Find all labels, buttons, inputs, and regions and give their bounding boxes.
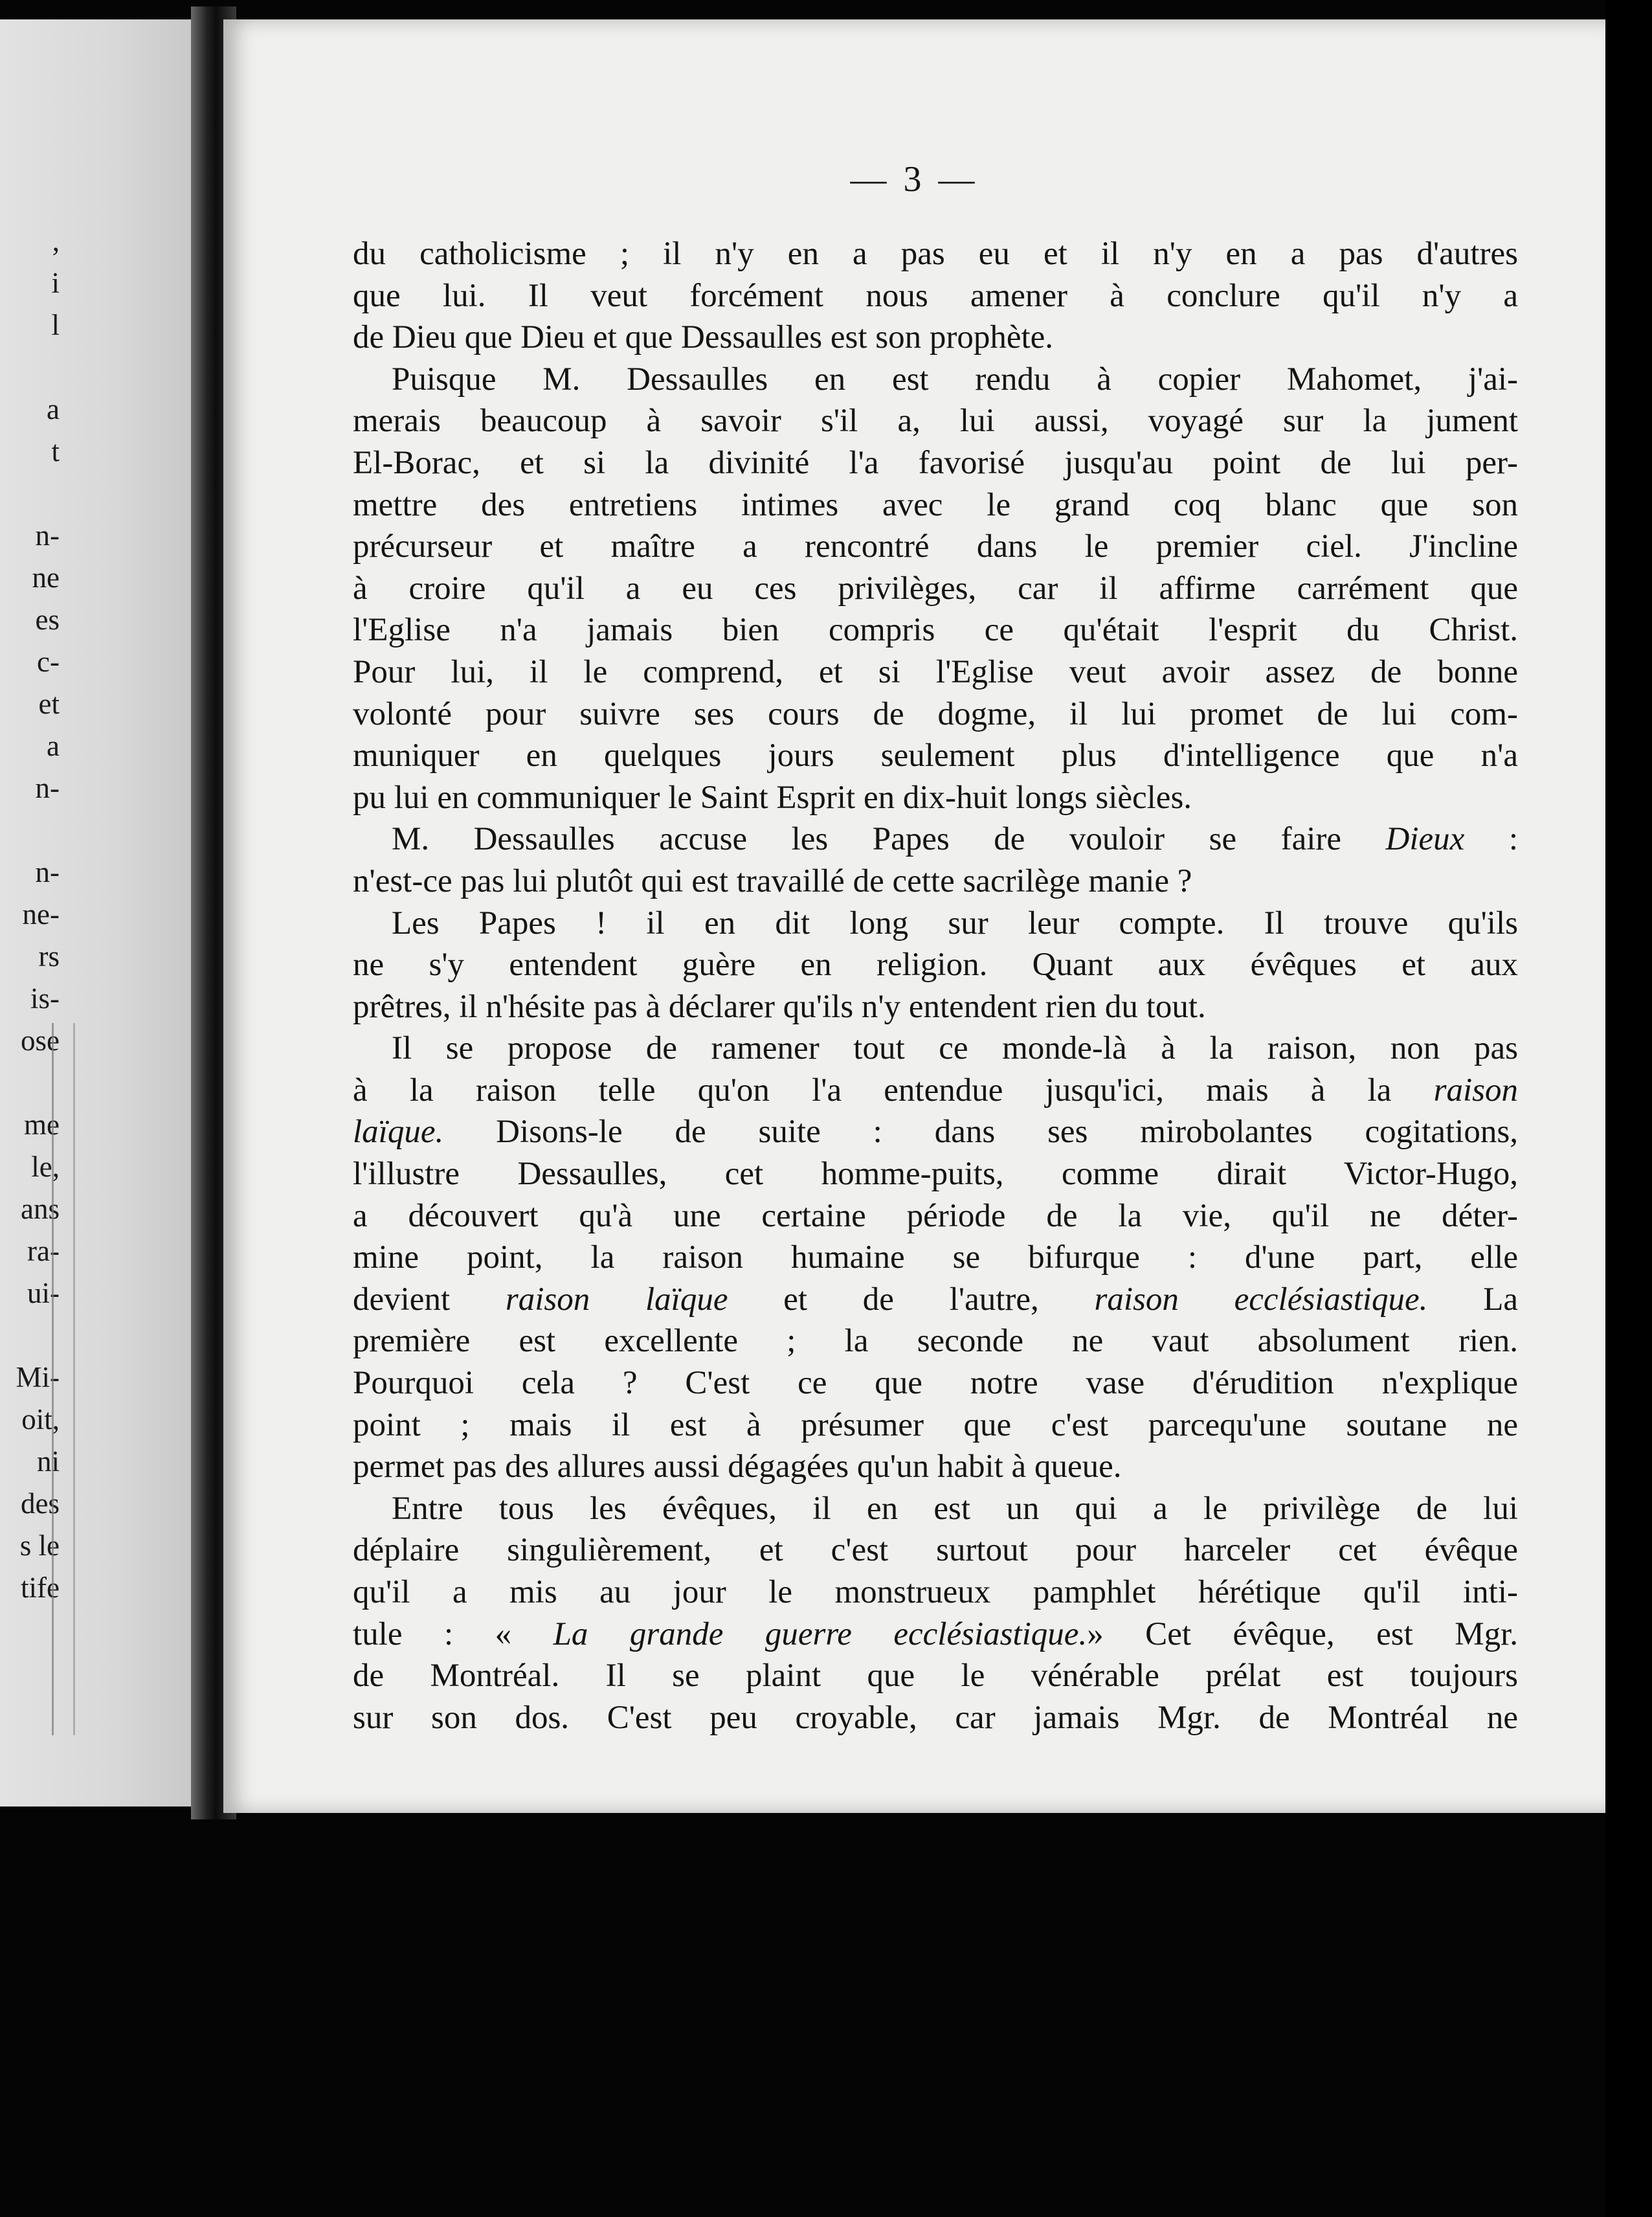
previous-page-fragment-line: , <box>52 225 60 257</box>
text-line: précurseur et maître a rencontré dans le premier ciel. J'incline <box>353 528 1518 565</box>
text-line: El-Borac, et si la divinité l'a favorisé jusqu'au point de lui per- <box>353 444 1518 481</box>
previous-page-fragment-line: l <box>51 309 60 341</box>
previous-page-fragment-line <box>0 1062 60 1104</box>
text-line: Pourquoi cela ? C'est ce que notre vase d'érudition n'explique <box>353 1365 1518 1402</box>
previous-page-fragment-line: n- <box>35 856 60 888</box>
text-line: de Montréal. Il se plaint que le vénérable prélat est toujours <box>353 1658 1518 1694</box>
previous-page-fragment-line: ne <box>32 561 60 594</box>
text-line: à croire qu'il a eu ces privilèges, car il affirme carrément que <box>353 570 1518 607</box>
text-line: Entre tous les évêques, il en est un qui a le privilège de lui <box>392 1490 1518 1527</box>
text-line <box>353 1070 1518 1112</box>
previous-page-fragment-line: ui- <box>27 1277 60 1309</box>
text-line <box>353 1279 1518 1321</box>
text-line: première est excellente ; la seconde ne vaut absolument rien. <box>353 1323 1518 1360</box>
text-line <box>353 818 1518 861</box>
text-line: permet pas des allures aussi dégagées qu'un habit à queue. <box>353 1448 1122 1485</box>
previous-page-fragment-line: s le <box>19 1529 60 1562</box>
previous-page-fragment-line: Mi- <box>16 1361 60 1393</box>
previous-page-fragment <box>0 19 194 1806</box>
previous-page-fragment-line: a <box>47 393 60 425</box>
gutter-stitch-marks <box>52 1023 75 1735</box>
previous-page-fragment-line: le, <box>31 1151 60 1183</box>
previous-page-fragment-line: oit, <box>21 1403 60 1435</box>
page-body-text <box>353 233 1518 1739</box>
text-line: que lui. Il veut forcément nous amener à conclure qu'il n'y a <box>353 277 1518 314</box>
previous-page-fragment-line: des <box>21 1487 60 1520</box>
previous-page-fragment-line: rs <box>38 940 60 973</box>
italic-segment: raison <box>1433 1072 1518 1108</box>
previous-page-fragment-line: ni <box>36 1445 60 1478</box>
text-line: sur son dos. C'est peu croyable, car jamais Mgr. de Montréal ne <box>353 1699 1518 1736</box>
text-segment: devient <box>353 1281 506 1318</box>
text-segment: et de l'autre, <box>728 1281 1095 1318</box>
previous-page-fragment-line: ans <box>21 1193 60 1225</box>
previous-page-fragment-line: ne- <box>22 898 60 930</box>
text-line: déplaire singulièrement, et c'est surtout pour harceler cet évêque <box>353 1532 1518 1569</box>
right-scan-border <box>1605 0 1652 2217</box>
previous-page-fragment-line: c- <box>37 646 60 678</box>
italic-segment: raison ecclésiastique. <box>1094 1281 1428 1318</box>
previous-page-fragment-line: et <box>38 688 60 720</box>
page-number: — 3 — <box>850 159 979 199</box>
text-line: a découvert qu'à une certaine période de la vie, qu'il ne déter- <box>353 1197 1518 1234</box>
text-line: l'Eglise n'a jamais bien compris ce qu'était l'esprit du Christ. <box>353 612 1518 649</box>
text-line: pu lui en communiquer le Saint Esprit en dix-huit longs siècles. <box>353 779 1192 816</box>
previous-page-fragment-line <box>0 1314 60 1356</box>
text-segment: tule : « <box>353 1615 553 1652</box>
previous-page-fragment-line <box>0 473 60 515</box>
previous-page-fragment-line: ose <box>21 1024 60 1057</box>
previous-page-fragment-line: is- <box>30 982 60 1015</box>
text-line: Puisque M. Dessaulles en est rendu à copier Mahomet, j'ai- <box>392 361 1518 398</box>
text-line: point ; mais il est à présumer que c'est parcequ'une soutane ne <box>353 1406 1518 1443</box>
text-line: Il se propose de ramener tout ce monde-là à la raison, non pas <box>392 1030 1518 1067</box>
text-segment: » Cet évêque, est Mgr. <box>1087 1615 1518 1652</box>
previous-page-fragment-line: a <box>47 730 60 762</box>
text-line: du catholicisme ; il n'y en a pas eu et il n'y en a pas d'autres <box>353 236 1518 272</box>
text-line: n'est-ce pas lui plutôt qui est travaillé de cette sacrilège manie ? <box>353 862 1192 899</box>
text-segment: La <box>1427 1281 1518 1318</box>
previous-page-fragment-line <box>0 809 60 851</box>
italic-segment: raison laïque <box>505 1281 728 1318</box>
previous-page-fragment-line: ra- <box>27 1235 60 1267</box>
previous-page-fragment-line: es <box>35 603 60 636</box>
previous-page-fragment-line: me <box>24 1108 60 1141</box>
text-line: Pour lui, il le comprend, et si l'Eglise veut avoir assez de bonne <box>353 653 1518 690</box>
previous-page-fragment-line <box>0 346 60 388</box>
text-line: l'illustre Dessaulles, cet homme-puits, comme dirait Victor-Hugo, <box>353 1156 1518 1193</box>
text-line <box>353 1111 1518 1153</box>
text-line: volonté pour suivre ses cours de dogme, il lui promet de lui com- <box>353 695 1518 732</box>
previous-page-fragment-line: n- <box>35 772 60 804</box>
previous-page-fragment-line: tife <box>21 1571 60 1604</box>
text-line: qu'il a mis au jour le monstrueux pamphlet hérétique qu'il inti- <box>353 1574 1518 1610</box>
text-line: mine point, la raison humaine se bifurque : d'une part, elle <box>353 1239 1518 1276</box>
text-segment: à la raison telle qu'on l'a entendue jusqu'ici, mais à la <box>353 1072 1434 1108</box>
book-page <box>223 19 1605 1813</box>
previous-page-fragment-line: t <box>51 435 60 467</box>
italic-segment: Dieux <box>1385 821 1465 858</box>
text-segment: M. Dessaulles accuse les Papes de vouloir se faire <box>392 821 1386 858</box>
previous-page-text-fragments <box>0 220 60 1609</box>
text-line: prêtres, il n'hésite pas à déclarer qu'ils n'y entendent rien du tout. <box>353 988 1206 1025</box>
text-line: Les Papes ! il en dit long sur leur compte. Il trouve qu'ils <box>392 905 1518 941</box>
previous-page-fragment-line: n- <box>35 519 60 552</box>
previous-page-fragment-line: i <box>51 267 60 299</box>
text-line: muniquer en quelques jours seulement plus d'intelligence que n'a <box>353 737 1518 774</box>
text-line: mettre des entretiens intimes avec le grand coq blanc que son <box>353 486 1518 523</box>
text-line: de Dieu que Dieu et que Dessaulles est son prophète. <box>353 319 1054 356</box>
text-segment: Disons-le de suite : dans ses mirobolantes cogitations, <box>443 1114 1518 1151</box>
text-segment: : <box>1464 821 1518 858</box>
text-line: merais beaucoup à savoir s'il a, lui aussi, voyagé sur la jument <box>353 403 1518 440</box>
italic-segment: laïque. <box>353 1114 444 1151</box>
text-line: ne s'y entendent guère en religion. Quant aux évêques et aux <box>353 947 1518 984</box>
text-line <box>353 1614 1518 1656</box>
italic-segment: La grande guerre ecclésiastique. <box>553 1615 1088 1652</box>
